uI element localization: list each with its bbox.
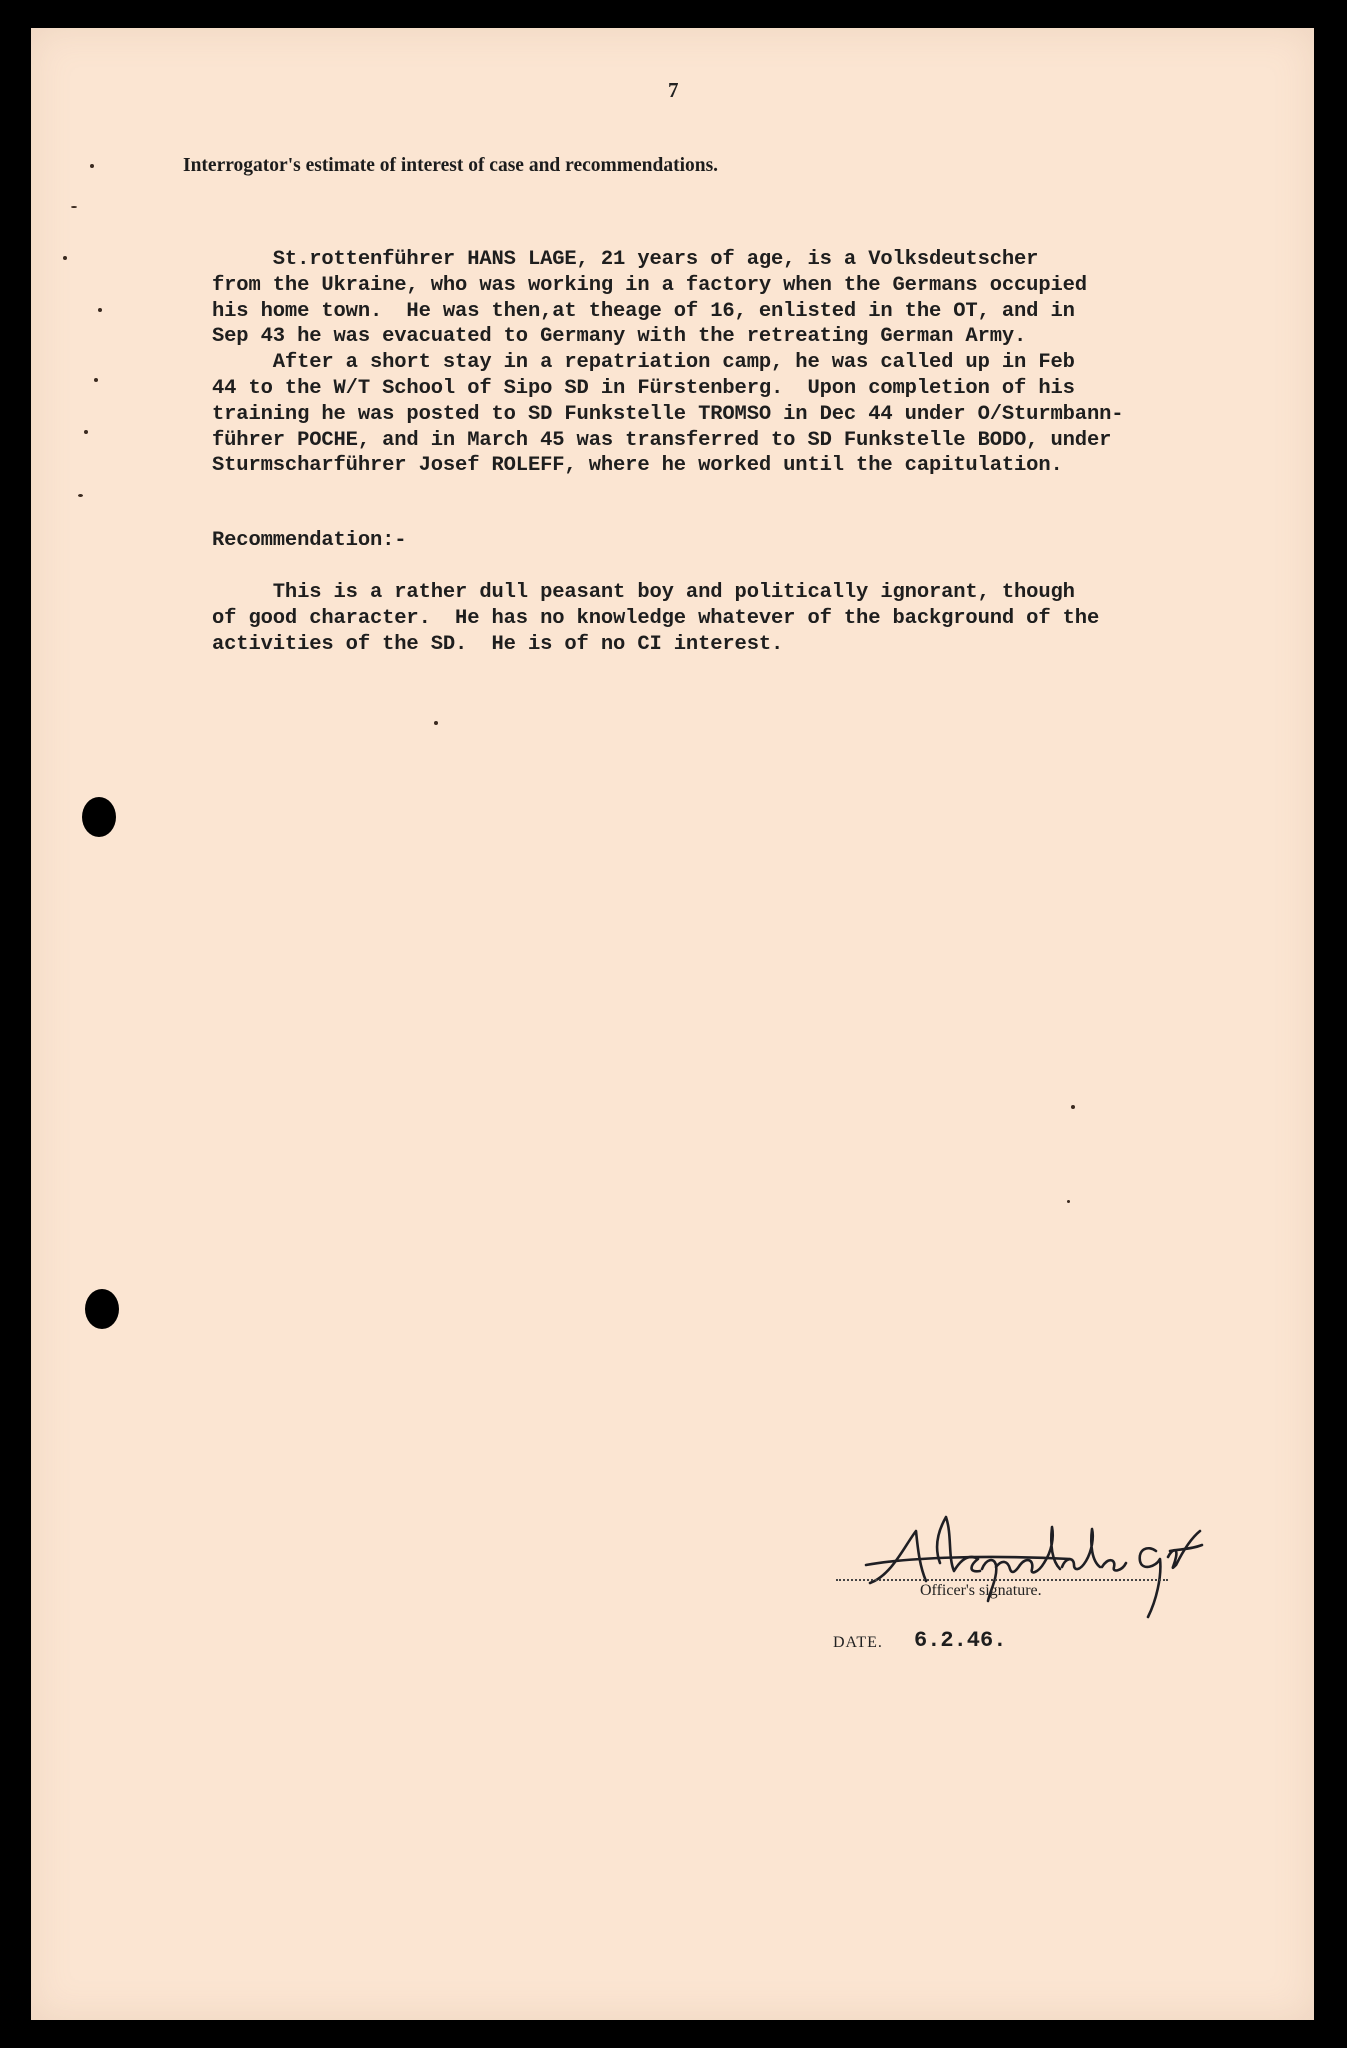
- ink-speck: [434, 721, 438, 725]
- ink-speck: [1071, 1105, 1075, 1109]
- handwritten-signature: [830, 1505, 1250, 1625]
- ink-speck: [84, 430, 88, 434]
- date-label: DATE.: [833, 1634, 883, 1651]
- ink-speck: [90, 164, 94, 168]
- ink-speck: [71, 206, 77, 208]
- ink-speck: [63, 256, 67, 260]
- ink-speck: [78, 494, 83, 497]
- page-number: 7: [668, 78, 679, 102]
- ink-speck: [1067, 1200, 1070, 1203]
- ink-speck: [94, 378, 98, 382]
- recommendation-heading: Recommendation:-: [212, 529, 407, 552]
- case-summary-paragraph: St.rottenführer HANS LAGE, 21 years of age, is a Volksdeutscher from the Ukraine, who was working in a factory when the Germans occupied his home town. He was then,at theage of 16, enlisted in the OT, and in Sep 43 he was evacuated to Germany with the retreating German Army. After a short stay in a repatriation camp, he was called up in Feb 44 to the W/T School of Sipo SD in Fürstenberg. Upon completion of his training he was posted to SD Funkstelle TROMSO in Dec 44 under O/Sturmbann- führer POCHE, and in March 45 was transferred to SD Funkstelle BODO, under Sturmscharführer Josef ROLEFF, where he worked until the capitulation.: [212, 248, 1124, 478]
- signature-caption: Officer's signature.: [920, 1582, 1042, 1599]
- punch-hole-top: [82, 797, 116, 837]
- ink-speck: [98, 308, 102, 312]
- date-value: 6.2.46.: [914, 1628, 1007, 1653]
- recommendation-text: This is a rather dull peasant boy and politically ignorant, though of good character. He has no knowledge whatever of the background of the activities of the SD. He is of no CI interest.: [212, 581, 1100, 656]
- punch-hole-bottom: [85, 1289, 119, 1329]
- section-heading: Interrogator's estimate of interest of case and recommendations.: [183, 155, 719, 176]
- signature-line: [836, 1579, 1168, 1581]
